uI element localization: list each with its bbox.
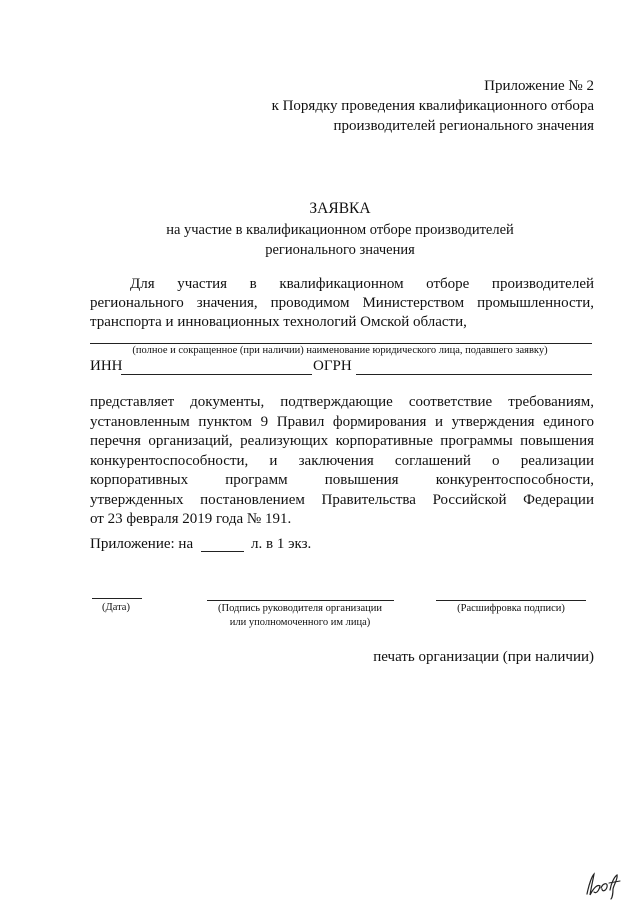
document-title: ЗАЯВКА xyxy=(309,200,371,217)
stamp-note: печать организации (при наличии) xyxy=(373,649,594,665)
statement-line-4-text: конкурентоспособности, и заключения соглашений о реализации xyxy=(90,452,594,469)
signature-caption-line-1: (Подпись руководителя организации xyxy=(218,603,382,614)
statement-line-6-text: утвержденных постановлением Правительства Российской Федерации xyxy=(90,491,594,508)
intro-line-2 xyxy=(90,294,594,314)
signature-field-line xyxy=(207,600,394,601)
inn-field-line xyxy=(121,374,312,375)
appendix-line-3: производителей регионального значения xyxy=(333,118,594,134)
intro-line-2-text: регионального значения, проводимом Министерством промышленности, xyxy=(90,295,594,311)
statement-line-1 xyxy=(90,393,594,413)
org-name-caption: (полное и сокращенное (при наличии) наименование юридического лица, подавшего заявку) xyxy=(132,345,548,356)
appendix-line-2: к Порядку проведения квалификационного отбора xyxy=(271,98,594,114)
statement-line-2-text: установленным пунктом 9 Правил формирования и утверждения единого xyxy=(90,413,594,430)
attachment-pages-field-line xyxy=(201,551,244,552)
statement-line-3-text: перечня организаций, реализующих корпоративные программы повышения xyxy=(90,433,594,449)
inn-label: ИНН xyxy=(90,358,123,374)
attachment-suffix: л. в 1 экз. xyxy=(251,536,312,552)
handwritten-mark-icon xyxy=(583,870,625,900)
document-subtitle-line-1: на участие в квалификационном отборе производителей xyxy=(166,222,514,238)
statement-line-2 xyxy=(90,413,594,433)
statement-last-line: от 23 февраля 2019 года № 191. xyxy=(90,511,292,527)
statement-line-3 xyxy=(90,432,594,452)
document-subtitle-line-2: регионального значения xyxy=(265,242,415,258)
statement-line-4 xyxy=(90,452,594,472)
signature-decode-caption: (Расшифровка подписи) xyxy=(457,603,565,614)
intro-line-1-text: Для участия в квалификационном отборе производителей xyxy=(130,276,594,292)
intro-line-3: транспорта и инновационных технологий Омской области, xyxy=(90,314,467,330)
attachment-prefix: Приложение: на xyxy=(90,536,194,552)
date-field-line xyxy=(92,598,142,599)
appendix-line-1: Приложение № 2 xyxy=(484,78,594,94)
org-name-field-line xyxy=(90,343,592,344)
statement-line-1-text: представляет документы, подтверждающие соответствие требованиям, xyxy=(90,394,594,410)
statement-line-5 xyxy=(90,471,594,491)
ogrn-label: ОГРН xyxy=(313,358,352,374)
ogrn-field-line xyxy=(356,374,592,375)
statement-line-5-text: корпоративных программ повышения конкурентоспособности, xyxy=(90,472,594,488)
intro-line-1 xyxy=(130,275,594,295)
signature-decode-field-line xyxy=(436,600,586,601)
statement-line-6 xyxy=(90,491,594,511)
signature-caption-line-2: или уполномоченного им лица) xyxy=(229,617,371,628)
date-caption: (Дата) xyxy=(102,602,130,613)
